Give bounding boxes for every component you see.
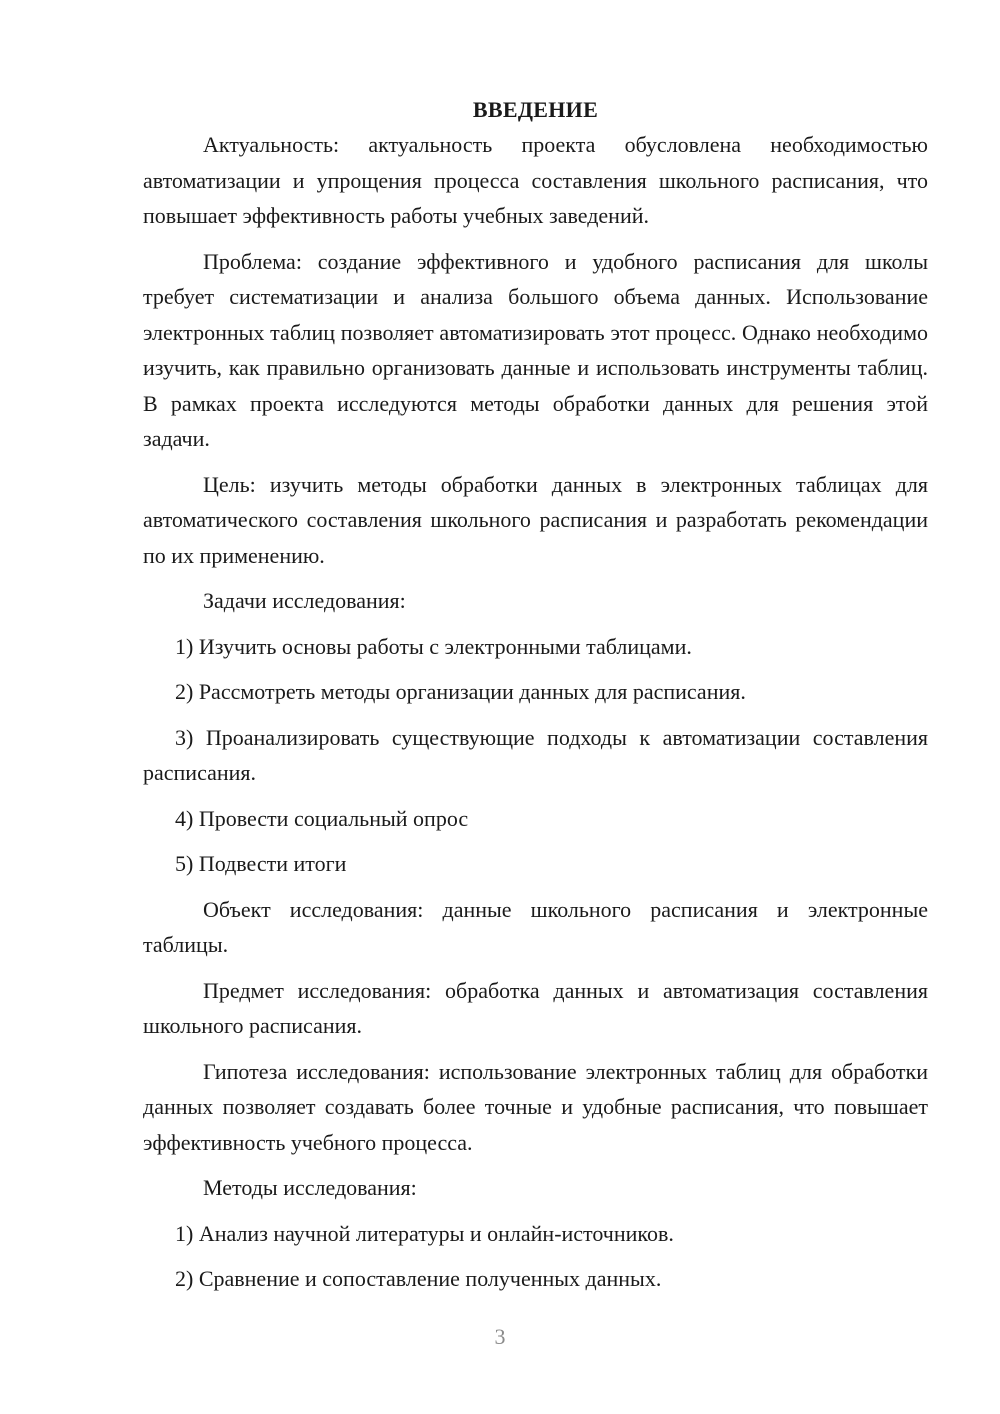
page-title: ВВЕДЕНИЕ (472, 97, 599, 122)
methods-heading: Методы исследования: (203, 1175, 417, 1200)
problem-paragraph: Проблема: создание эффективного и удобного расписания для школы требует систематизации и анализа большого объема данных. Использование электронных таблиц позволяет автоматизировать этот процесс. Однако необходимо изучить, как правильно организовать данные и использовать инструменты таблиц. В рамках проекта исследуются методы обработки данных для решения этой задачи. (143, 248, 928, 451)
list-item-task-2: 2) Рассмотреть методы организации данных для расписания. (175, 679, 746, 704)
document-page (143, 92, 928, 1307)
tasks-heading: Задачи исследования: (203, 588, 406, 613)
hypothesis-paragraph: Гипотеза исследования: использование электронных таблиц для обработки данных позволяет создавать более точные и удобные расписания, что повышает эффективность учебного процесса. (143, 1058, 928, 1155)
object-paragraph: Объект исследования: данные школьного расписания и электронные таблицы. (143, 896, 928, 957)
list-item-task-5: 5) Подвести итоги (175, 851, 347, 876)
list-item-task-3: 3) Проанализировать существующие подходы к автоматизации составления расписания. (143, 724, 928, 785)
page-number: 3 (494, 1324, 506, 1349)
list-item-task-1: 1) Изучить основы работы с электронными таблицами. (175, 633, 692, 659)
relevance-paragraph: Актуальность: актуальность проекта обусловлена необходимостью автоматизации и упрощения процесса составления школьного расписания, что повышает эффективность работы учебных заведений. (143, 132, 928, 228)
subject-paragraph: Предмет исследования: обработка данных и автоматизация составления школьного расписания. (143, 977, 928, 1038)
list-item-method-1: 1) Анализ научной литературы и онлайн-источников. (175, 1220, 674, 1246)
list-item-method-2: 2) Сравнение и сопоставление полученных данных. (175, 1266, 662, 1291)
goal-paragraph: Цель: изучить методы обработки данных в электронных таблицах для автоматического составления школьного расписания и разработать рекомендации по их применению. (143, 471, 928, 568)
list-item-task-4: 4) Провести социальный опрос (175, 805, 469, 831)
